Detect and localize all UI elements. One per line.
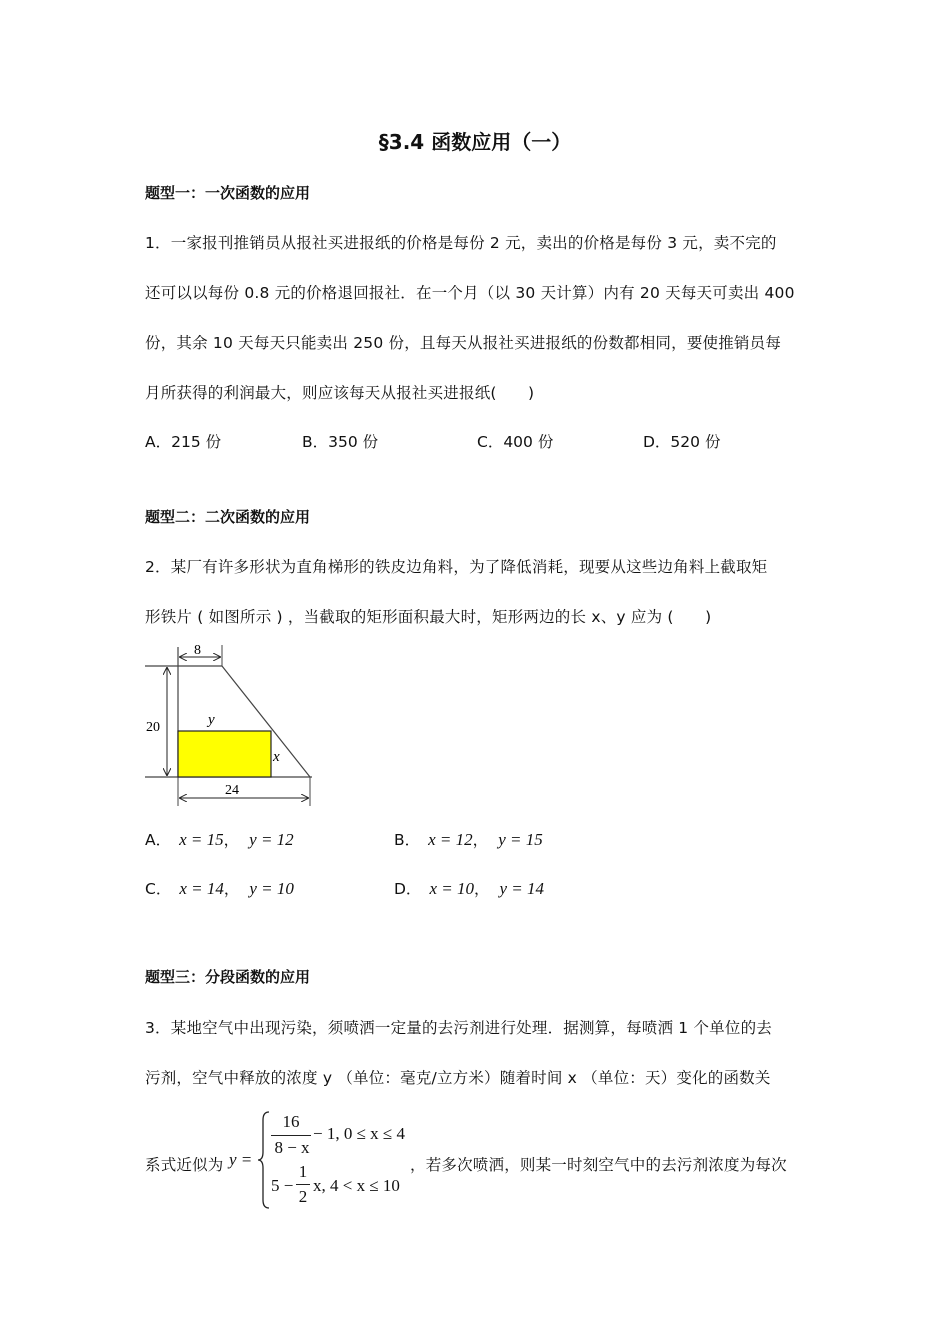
q2-line-2: 形铁片 ( 如图所示 ) ，当截取的矩形面积最大时，矩形两边的长 x、y 应为 ( ) [145, 608, 712, 626]
q2-option-b-x: x = 12 [428, 830, 473, 849]
case1-rest: − 1, 0 ≤ x ≤ 4 [313, 1124, 405, 1143]
q3-line-2: 污剂，空气中释放的浓度 y （单位：毫克/立方米）随着时间 x （单位：天）变化的函数关 [145, 1069, 771, 1087]
formula-lhs-text: y = [229, 1150, 253, 1169]
q2-option-a-label: A． [145, 831, 172, 849]
page-title: §3.4 函数应用（一） [378, 130, 572, 154]
formula-lhs [229, 1150, 252, 1170]
left-brace-icon [257, 1110, 271, 1210]
q2-option-c-label: C． [145, 880, 172, 898]
q2-option-a-sep: ， [223, 831, 240, 849]
q2-option-b-label: B． [394, 831, 421, 849]
q1-option-a: A．215 份 [145, 433, 222, 451]
q2-option-c-y: y = 10 [249, 879, 294, 898]
case1-fraction-bar [271, 1135, 311, 1136]
case1-numerator: 16 [282, 1112, 300, 1131]
label-x: x [273, 749, 280, 765]
q2-option-c-x: x = 14 [179, 879, 224, 898]
q1-line-4: 月所获得的利润最大，则应该每天从报社买进报纸( ) [145, 384, 535, 402]
case1-denominator: 8 − x [274, 1138, 310, 1157]
q2-line-1: 2．某厂有许多形状为直角梯形的铁皮边角料，为了降低消耗，现要从这些边角料上截取矩 [145, 558, 768, 576]
q2-option-b-sep: ， [472, 831, 489, 849]
case2-fraction-bar [296, 1184, 310, 1185]
label-top-8: 8 [194, 643, 201, 658]
q3-suffix: ，若多次喷洒，则某一时刻空气中的去污剂浓度为每次 [410, 1156, 787, 1174]
case2-numerator: 1 [298, 1162, 308, 1181]
q2-option-a-y: y = 12 [249, 830, 294, 849]
q2-option-a-x: x = 15 [179, 830, 224, 849]
q2-option-d-sep: ， [473, 880, 490, 898]
q1-line-3: 份，其余 10 天每天只能卖出 250 份，且每天从报社买进报纸的份数都相同，要使推销员每 [145, 334, 782, 352]
q1-line-1: 1．一家报刊推销员从报社买进报纸的价格是每份 2 元，卖出的价格是每份 3 元，卖不完的 [145, 234, 777, 252]
section-heading-1: 题型一：一次函数的应用 [145, 184, 311, 202]
q2-option-d [394, 877, 544, 899]
inscribed-rectangle [178, 731, 271, 777]
q2-option-b-y: y = 15 [498, 830, 543, 849]
section-heading-3: 题型三：分段函数的应用 [145, 968, 311, 986]
label-left-20: 20 [146, 720, 160, 735]
case2-prefix: 5 − [271, 1176, 294, 1195]
q1-option-c: C．400 份 [477, 433, 554, 451]
q2-option-b [394, 828, 543, 850]
q2-option-d-y: y = 14 [499, 879, 545, 898]
q3-line-1: 3．某地空气中出现污染，须喷洒一定量的去污剂进行处理．据测算，每喷洒 1 个单位的去 [145, 1019, 772, 1037]
label-y: y [208, 712, 215, 728]
q2-option-d-label: D． [394, 880, 422, 898]
trapezoid-figure [140, 638, 320, 810]
q3-prefix: 系式近似为 [145, 1156, 224, 1174]
q1-option-b: B．350 份 [302, 433, 379, 451]
section-heading-2: 题型二：二次函数的应用 [145, 508, 311, 526]
q2-option-a [145, 828, 294, 850]
q1-line-2: 还可以以每份 0.8 元的价格退回报社．在一个月（以 30 天计算）内有 20 天每天可卖出 400 [145, 284, 795, 302]
q2-option-c [145, 877, 294, 899]
label-bottom-24: 24 [225, 783, 239, 798]
case2-denominator: 2 [298, 1187, 308, 1206]
q1-option-d: D．520 份 [643, 433, 721, 451]
q2-option-d-x: x = 10 [429, 879, 474, 898]
q2-option-c-sep: ， [223, 880, 240, 898]
case2-rest: x, 4 < x ≤ 10 [313, 1176, 400, 1195]
